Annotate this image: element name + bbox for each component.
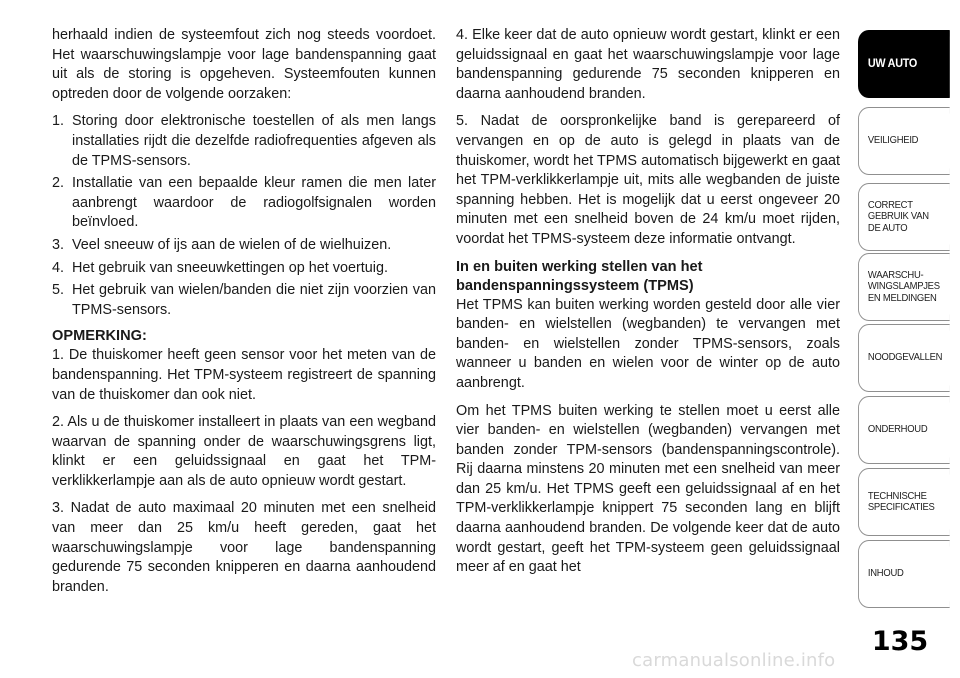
tab-label: TECHNISCHE SPECIFICATIES — [867, 489, 935, 513]
tab-correct-gebruik[interactable] — [858, 183, 950, 251]
list-number: 5. — [52, 282, 65, 299]
section-heading-line-2: bandenspanningssysteem (TPMS) — [456, 277, 694, 294]
right-column — [456, 26, 840, 578]
list-text: Het gebruik van wielen/banden die niet zijn voorzien van TPMS-sensors. — [72, 282, 436, 318]
note-item-3: 3. Nadat de auto maximaal 20 minuten met een snelheid van meer dan 25 km/u heeft gereden, gaat het waarschuwingslampje voor lage bandenspanning gedurende 75 seconden knipperen en daarna aanhoudend branden. — [52, 500, 436, 595]
tab-label: UW AUTO — [867, 56, 918, 71]
tab-label: VEILIGHEID — [867, 134, 919, 147]
left-column — [52, 26, 436, 605]
tab-label: WAARSCHU- WINGSLAMPJES EN MELDINGEN — [867, 268, 940, 304]
list-text: Storing door elektronische toestellen of als men langs installaties rijdt die dezelfde radiofrequenties afgeven als de TPMS-sensors. — [72, 113, 436, 169]
tab-onderhoud[interactable] — [858, 396, 950, 464]
list-item — [52, 259, 436, 279]
section-paragraph-2: Om het TPMS buiten werking te stellen moet u eerst alle vier banden- en wielstellen (wegbanden) vervangen met banden zonder TPM-sensors (bandenspanningscontrole). Rij daarna minstens 20 minuten met een snelheid van meer dan 25 km/u. Het TPMS geeft een geluidssignaal af en het TPM-verklikkerlampje knippert 75 seconden lang en blijft daarna aanhoudend branden. De volgende keer dat de auto wordt gestart, geeft het TPM-systeem geen geluidssignaal meer af en gaat het — [456, 402, 840, 576]
tab-inhoud[interactable] — [858, 540, 950, 608]
page-number: 135 — [871, 626, 929, 657]
tab-uw-auto[interactable] — [858, 30, 950, 98]
tab-label: INHOUD — [867, 567, 904, 580]
list-number: 3. — [52, 236, 65, 253]
intro-paragraph: herhaald indien de systeemfout zich nog steeds voordoet. Het waarschuwingslampje voor lage bandenspanning gaat uit als de storing is opgeheven. Systeemfouten kunnen optreden door de volgende oorzaken: — [52, 27, 436, 102]
list-item — [52, 236, 436, 256]
section-heading — [456, 258, 840, 296]
list-number: 1. — [52, 113, 65, 130]
note-item-2: 2. Als u de thuiskomer installeert in plaats van een wegband waarvan de spanning onder de waarschuwingsgrens ligt, klinkt er een geluidssignaal en gaat het TPM-verklikkerlampje aan als de auto opnieuw wordt gestart. — [52, 414, 436, 489]
tab-label: NOODGEVALLEN — [867, 351, 943, 364]
tab-label: ONDERHOUD — [867, 423, 928, 436]
list-item — [52, 281, 436, 320]
list-number: 2. — [52, 175, 65, 192]
list-text: Veel sneeuw of ijs aan de wielen of de wielhuizen. — [72, 236, 392, 253]
section-paragraph-1: Het TPMS kan buiten werking worden gesteld door alle vier banden- en wielstellen (wegbanden) te vervangen met banden- en wielstellen zonder TPMS-sensors, zoals wanneer u banden en wielen voor de winter op de auto aanbrengt. — [456, 296, 840, 391]
tab-noodgevallen[interactable] — [858, 324, 950, 392]
list-text: Het gebruik van sneeuwkettingen op het voertuig. — [72, 259, 388, 276]
tab-label: CORRECT GEBRUIK VAN DE AUTO — [867, 198, 929, 234]
section-heading-line-1: In en buiten werking stellen van het — [456, 258, 703, 275]
chapter-tabs — [858, 0, 960, 678]
watermark: carmanualsonline.info — [632, 650, 836, 671]
note-item-1: 1. De thuiskomer heeft geen sensor voor het meten van de bandenspanning. Het TPM-systeem registreert de spanning van de thuiskomer dan ook niet. — [52, 347, 436, 403]
tab-veiligheid[interactable] — [858, 107, 950, 175]
list-item — [52, 174, 436, 233]
tab-waarschuwingslampjes[interactable] — [858, 253, 950, 321]
list-item — [52, 112, 436, 171]
note-heading: OPMERKING: — [52, 328, 147, 345]
note-item-4: 4. Elke keer dat de auto opnieuw wordt gestart, klinkt er een geluidssignaal en gaat het waarschuwingslampje voor lage bandenspanning gedurende 75 seconden knipperen en daarna aanhoudend branden. — [456, 27, 840, 102]
list-number: 4. — [52, 259, 65, 276]
tab-technische-specificaties[interactable] — [858, 468, 950, 536]
note-item-5: 5. Nadat de oorspronkelijke band is gerepareerd of vervangen en op de auto is gelegd in plaats van de thuiskomer, wordt het TPMS automatisch bijgewerkt en gaat het TPM-verklikkerlampje uit, mits alle wegbanden de juiste spanning hebben. Het is mogelijk dat u eerst ongeveer 20 minuten met een snelheid boven de 24 km/u moet rijden, voordat het TPMS-systeem deze informatie ontvangt. — [456, 113, 840, 247]
list-text: Installatie van een bepaalde kleur ramen die men later aanbrengt waardoor de radiogolfsignalen worden beïnvloed. — [72, 175, 436, 231]
causes-list — [52, 112, 436, 320]
